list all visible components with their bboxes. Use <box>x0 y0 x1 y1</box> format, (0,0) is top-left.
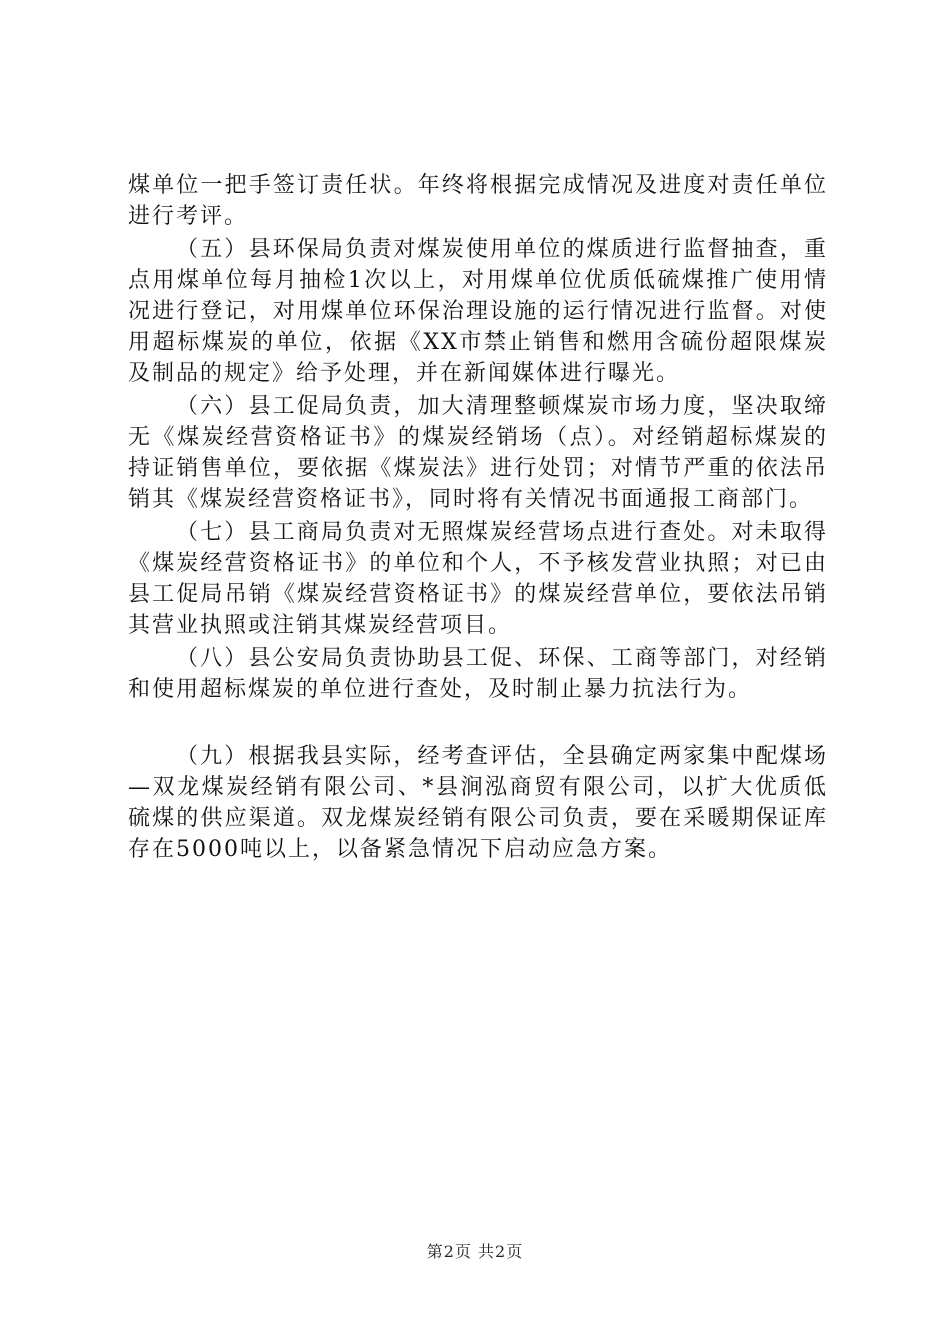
paragraph-item-8: （八）县公安局负责协助县工促、环保、工商等部门，对经销和使用超标煤炭的单位进行查处，及时制止暴力抗法行为。 <box>128 646 828 702</box>
paragraph-item-5: （五）县环保局负责对煤炭使用单位的煤质进行监督抽查，重点用煤单位每月抽检1次以上，对用煤单位优质低硫煤推广使用情况进行登记，对用煤单位环保治理设施的运行情况进行监督。对使用超标煤炭的单位，依据《XX市禁止销售和燃用含硫份超限煤炭及制品的规定》给予处理，并在新闻媒体进行曝光。 <box>128 237 828 386</box>
paragraph-item-7: （七）县工商局负责对无照煤炭经营场点进行查处。对未取得《煤炭经营资格证书》的单位和个人，不予核发营业执照；对已由县工促局吊销《煤炭经营资格证书》的煤炭经营单位，要依法吊销其营业执照或注销其煤炭经营项目。 <box>128 520 828 638</box>
page-number-footer: 第2页 共2页 <box>426 1242 524 1261</box>
document-body <box>128 170 828 865</box>
paragraph-item-6: （六）县工促局负责，加大清理整顿煤炭市场力度，坚决取缔无《煤炭经营资格证书》的煤炭经销场（点）。对经销超标煤炭的持证销售单位，要依据《煤炭法》进行处罚；对情节严重的依法吊销其《煤炭经营资格证书》，同时将有关情况书面通报工商部门。 <box>128 394 828 512</box>
paragraph-continuation: 煤单位一把手签订责任状。年终将根据完成情况及进度对责任单位进行考评。 <box>128 173 828 229</box>
paragraph-item-9: （九）根据我县实际，经考查评估，全县确定两家集中配煤场—双龙煤炭经销有限公司、*县涧泓商贸有限公司，以扩大优质低硫煤的供应渠道。双龙煤炭经销有限公司负责，要在采暖期保证库存在5000吨以上，以备紧急情况下启动应急方案。 <box>128 744 828 862</box>
